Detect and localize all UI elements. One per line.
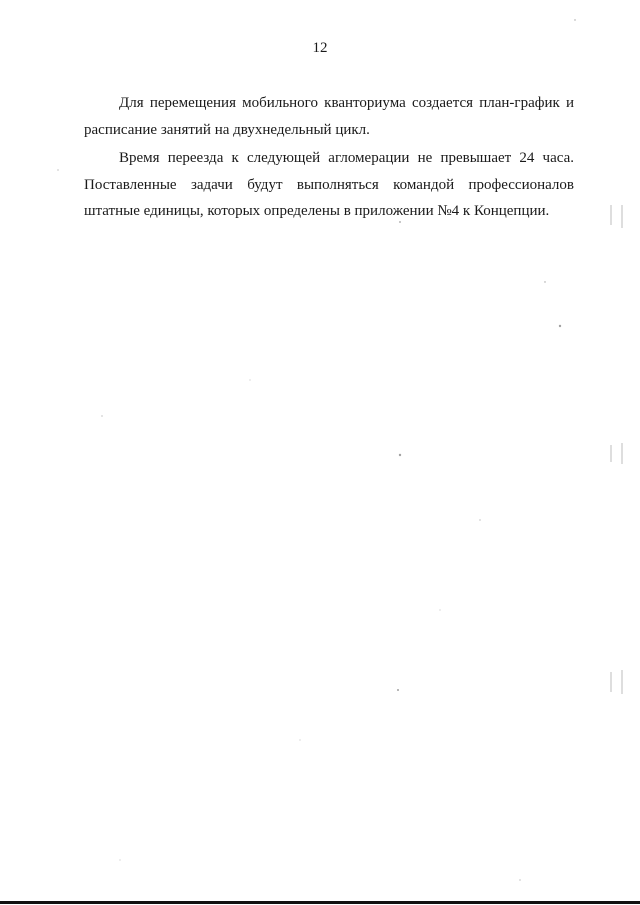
page-number: 12: [312, 40, 328, 56]
paragraph-line: расписание занятий на двухнедельный цикл.: [84, 121, 370, 138]
paragraph-schedule: [84, 90, 574, 143]
paragraph-line: Время переезда к следующей агломерации не превышает 24 часа.: [119, 150, 574, 166]
paragraph-line: штатные единицы, которых определены в приложении №4 к Концепции.: [84, 203, 550, 219]
paragraph-relocation: [84, 145, 574, 225]
bottom-border: [0, 901, 640, 904]
body-text: [84, 90, 574, 225]
paragraph-line: Для перемещения мобильного кванториума создается план-график и: [119, 95, 574, 111]
paragraph-line: Поставленные задачи будут выполняться командой профессионалов: [84, 176, 574, 193]
